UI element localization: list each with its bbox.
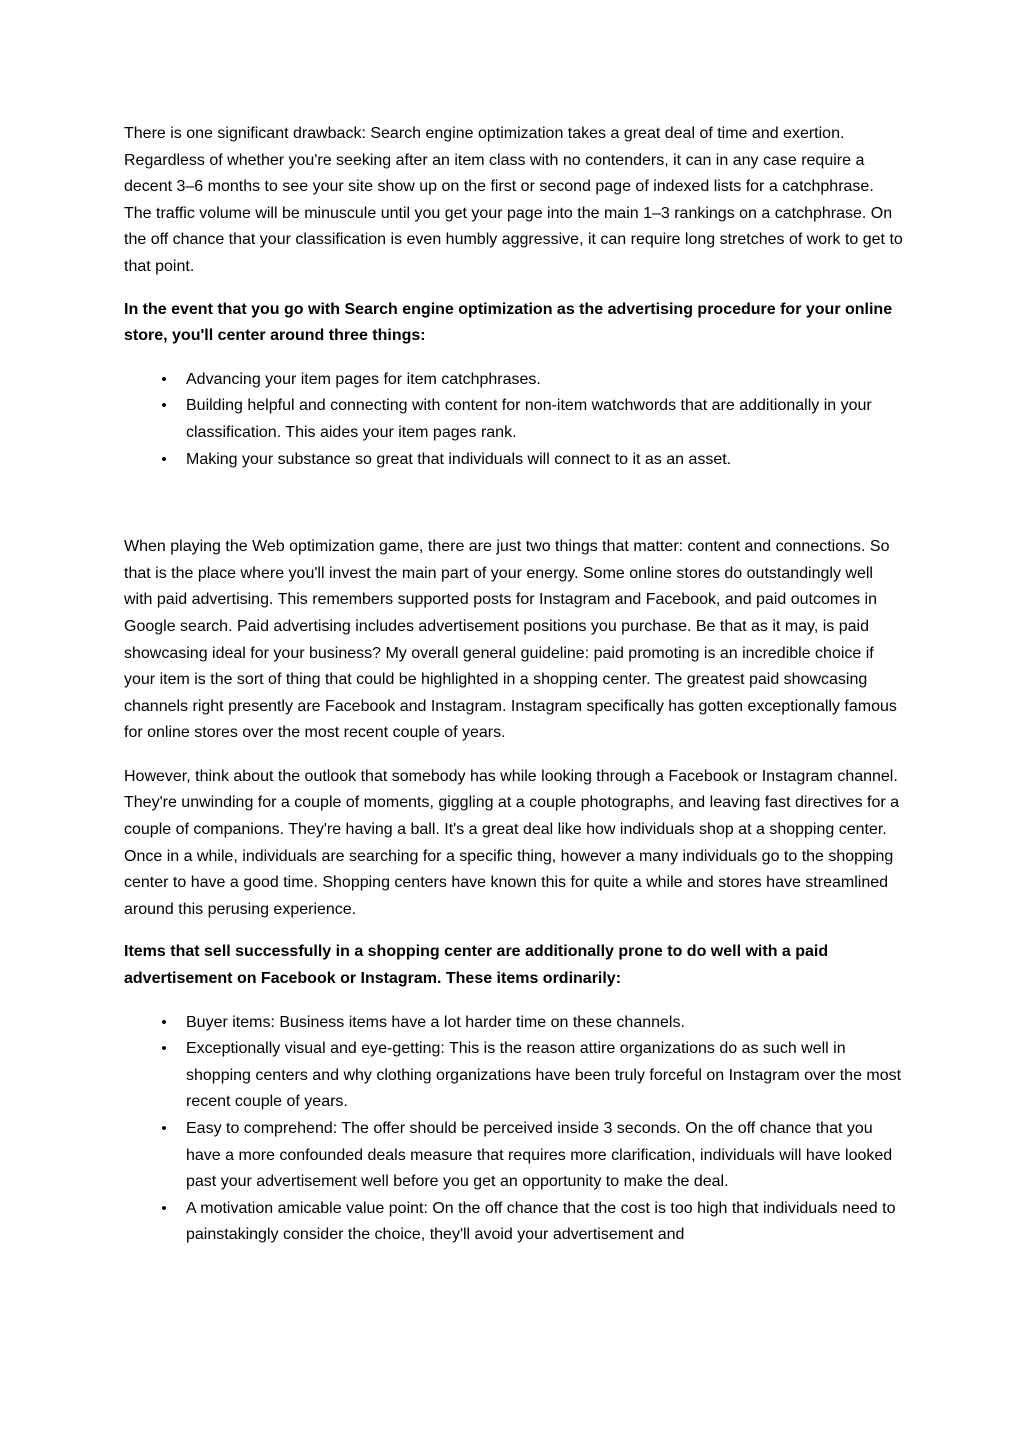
- list-item: [124, 1036, 904, 1116]
- bullet-icon: •: [161, 1199, 167, 1217]
- bullet-icon: •: [161, 397, 167, 415]
- seo-focus-list: [124, 367, 904, 473]
- paragraph-paid-advertising: When playing the Web optimization game, there are just two things that matter: content and connections. So that is the place where you'll invest the main part of your energy. Some online stores do outstandingly well with paid advertising. This remembers supported posts for Instagram and Facebook, and paid outcomes in Google search. Paid advertising includes advertisement positions you purchase. Be that as it may, is paid showcasing ideal for your business? My overall general guideline: paid promoting is an incredible choice if your item is the sort of thing that could be highlighted in a shopping center. The greatest paid showcasing channels right presently are Facebook and Instagram. Instagram specifically has gotten exceptionally famous for online stores over the most recent couple of years.: [124, 538, 897, 742]
- list-item: [124, 1010, 904, 1037]
- heading-seo-focus: In the event that you go with Search engine optimization as the advertising procedure for your online store, you'll center around three things:: [124, 300, 893, 345]
- list-item-text: A motivation amicable value point: On the off chance that the cost is too high that individuals need to painstakingly consider the choice, they'll avoid your advertisement and: [186, 1199, 896, 1244]
- paragraph-shopping-outlook: However, think about the outlook that somebody has while looking through a Facebook or Instagram channel. They're unwinding for a couple of moments, giggling at a couple photographs, and leaving fast directives for a couple of companions. They're having a ball. It's a great deal like how individuals shop at a shopping center. Once in a while, individuals are searching for a specific thing, however a many individuals go to the shopping center to have a good time. Shopping centers have known this for quite a while and stores have streamlined around this perusing experience.: [124, 767, 900, 918]
- bullet-icon: •: [161, 1120, 167, 1137]
- list-item: [124, 1116, 904, 1196]
- bullet-icon: •: [161, 370, 167, 388]
- list-item-text: Building helpful and connecting with content for non-item watchwords that are additionally in your classification. This aides your item pages rank.: [186, 397, 872, 441]
- bullet-icon: •: [161, 1013, 167, 1031]
- list-item: [124, 447, 904, 474]
- list-item-text: Exceptionally visual and eye-getting: This is the reason attire organizations do as such well in shopping centers and why clothing organizations have been truly forceful on Instagram over the most recent couple of years.: [186, 1040, 902, 1111]
- list-item-text: Easy to comprehend: The offer should be perceived inside 3 seconds. On the off chance that you have a more confounded deals measure that requires more clarification, individuals will have looked past your advertisement well before you get an opportunity to make the deal.: [186, 1120, 893, 1191]
- paragraph-seo-drawback: There is one significant drawback: Search engine optimization takes a great deal of time and exertion. Regardless of whether you're seeking after an item class with no contenders, it can in any case require a decent 3–6 months to see your site show up on the first or second page of indexed lists for a catchphrase. The traffic volume will be minuscule until you get your page into the main 1–3 rankings on a catchphrase. On the off chance that your classification is even humbly aggressive, it can require long stretches of work to get to that point.: [124, 125, 903, 275]
- list-item-text: Advancing your item pages for item catchphrases.: [186, 370, 541, 388]
- list-item-text: Making your substance so great that individuals will connect to it as an asset.: [186, 450, 732, 468]
- heading-paid-ad-items: Items that sell successfully in a shopping center are additionally prone to do well with a paid advertisement on Facebook or Instagram. These items ordinarily:: [124, 943, 829, 988]
- paid-ad-items-list: [124, 1010, 904, 1249]
- list-item: [124, 393, 904, 446]
- list-item-text: Buyer items: Business items have a lot harder time on these channels.: [186, 1013, 685, 1031]
- bullet-icon: •: [161, 1040, 167, 1058]
- list-item: [124, 367, 904, 394]
- document-body: [124, 121, 904, 1249]
- bullet-icon: •: [161, 450, 167, 468]
- list-item: [124, 1196, 904, 1249]
